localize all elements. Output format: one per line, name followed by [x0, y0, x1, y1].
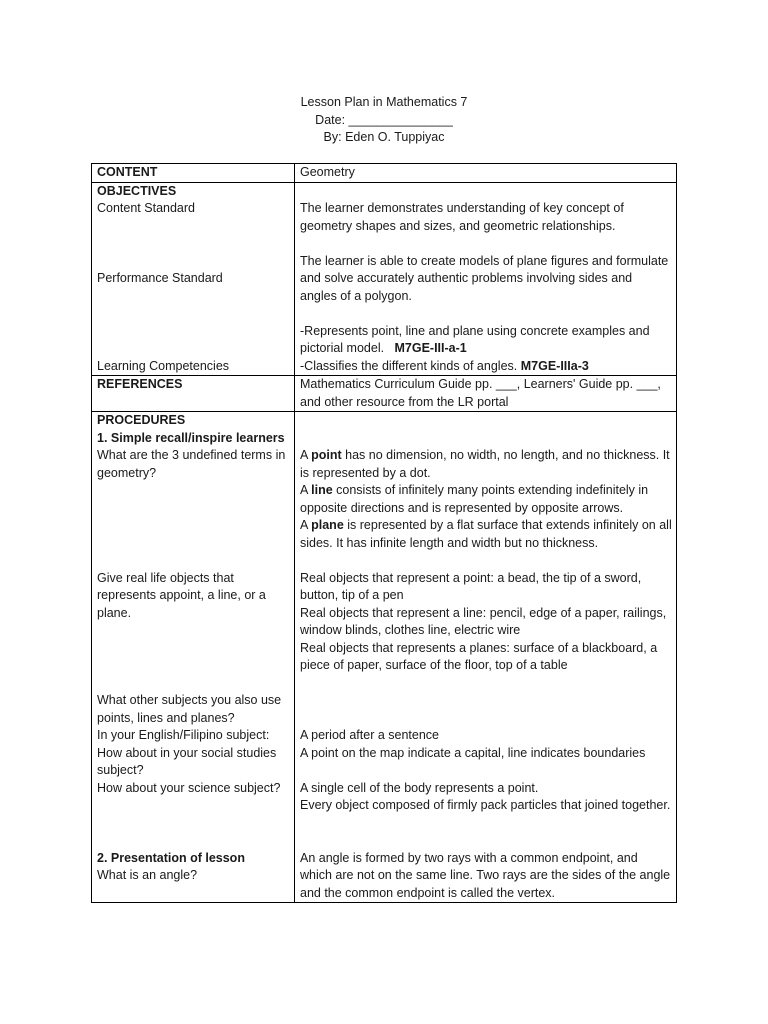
question-angle: What is an angle? [97, 868, 198, 882]
answer-science-1: A single cell of the body represents a point. [300, 780, 539, 795]
date-line: Date: _______________ [315, 112, 453, 127]
lesson-plan-table [91, 163, 677, 903]
performance-standard-label: Performance Standard [97, 271, 223, 285]
line-article: A [300, 483, 312, 497]
procedures-right-cell [295, 412, 677, 903]
question-undefined-terms: What are the 3 undefined terms in geometry? [97, 448, 286, 480]
line-rest: consists of infinitely many points extending indefinitely in opposite directions and is represented by opposite arrows. [300, 483, 649, 515]
procedures-label: PROCEDURES [97, 413, 186, 427]
document-header [0, 94, 768, 147]
objectives-left-cell [92, 182, 295, 376]
competency-1-text: -Represents point, line and plane using concrete examples and pictorial model. [300, 323, 650, 355]
point-rest: has no dimension, no width, no length, and no thickness. It is represented by a dot. [300, 448, 670, 480]
real-line-text: Real objects that represent a line: pencil, edge of a paper, railings, window blinds, clothes line, electric wire [300, 605, 667, 637]
references-label: REFERENCES [92, 376, 295, 412]
step2-title: 2. Presentation of lesson [97, 850, 245, 865]
point-article: A [300, 448, 312, 462]
question-english: In your English/Filipino subject: [97, 728, 270, 742]
content-value: Geometry [295, 164, 677, 183]
competency-2-code: M7GE-IIIa-3 [520, 358, 589, 373]
objectives-label: OBJECTIVES [97, 183, 177, 198]
question-social: How about in your social studies subject? [97, 745, 277, 777]
objectives-row [92, 182, 677, 376]
step1-title: 1. Simple recall/inspire learners [97, 430, 285, 445]
learning-competencies-label: Learning Competencies [97, 358, 230, 373]
line-definition [300, 482, 672, 517]
answer-angle: An angle is formed by two rays with a common endpoint, and which are not on the same line. Two rays are the sides of the angle and the common endpoint is called the vertex. [300, 850, 671, 900]
references-row [92, 376, 677, 412]
competency-1 [300, 323, 672, 358]
answer-social: A point on the map indicate a capital, line indicates boundaries [300, 745, 646, 760]
real-point-text: Real objects that represent a point: a bead, the tip of a sword, button, tip of a pen [300, 570, 642, 602]
question-real-life: Give real life objects that represents appoint, a line, or a plane. [97, 570, 266, 620]
author-line: By: Eden O. Tuppiyac [323, 130, 445, 144]
answer-english: A period after a sentence [300, 728, 439, 742]
plane-article: A [300, 518, 312, 532]
plane-rest: is represented by a flat surface that extends infinitely on all sides. It has infinite length and width but no thickness. [300, 518, 672, 550]
content-label: CONTENT [92, 164, 295, 183]
document-title: Lesson Plan in Mathematics 7 [300, 95, 468, 109]
content-standard-label: Content Standard [97, 201, 195, 215]
procedures-row [92, 412, 677, 903]
answer-science-2: Every object composed of firmly pack particles that joined together. [300, 798, 671, 812]
real-plane-text: Real objects that represents a planes: surface of a blackboard, a piece of paper, surface of the floor, top of a table [300, 640, 658, 672]
competency-2-text: -Classifies the different kinds of angles. [300, 358, 518, 373]
competency-1-code: M7GE-III-a-1 [394, 341, 467, 355]
point-definition [300, 447, 672, 482]
point-term: point [311, 448, 342, 462]
content-standard-text: The learner demonstrates understanding of key concept of geometry shapes and sizes, and geometric relationships. [300, 201, 624, 233]
procedures-left-cell [92, 412, 295, 903]
objectives-right-cell [295, 182, 677, 376]
plane-definition [300, 517, 672, 552]
references-text: Mathematics Curriculum Guide pp. ___, Learners' Guide pp. ___, and other resource from the LR portal [295, 376, 677, 412]
competency-2 [300, 358, 672, 376]
content-row [92, 164, 677, 183]
plane-term: plane [311, 518, 344, 532]
line-term: line [311, 483, 333, 497]
performance-standard-text: The learner is able to create models of plane figures and formulate and solve accurately authentic problems involving sides and angles of a polygon. [300, 253, 669, 303]
question-other-subjects: What other subjects you also use points, lines and planes? [97, 693, 282, 725]
question-science: How about your science subject? [97, 780, 281, 795]
